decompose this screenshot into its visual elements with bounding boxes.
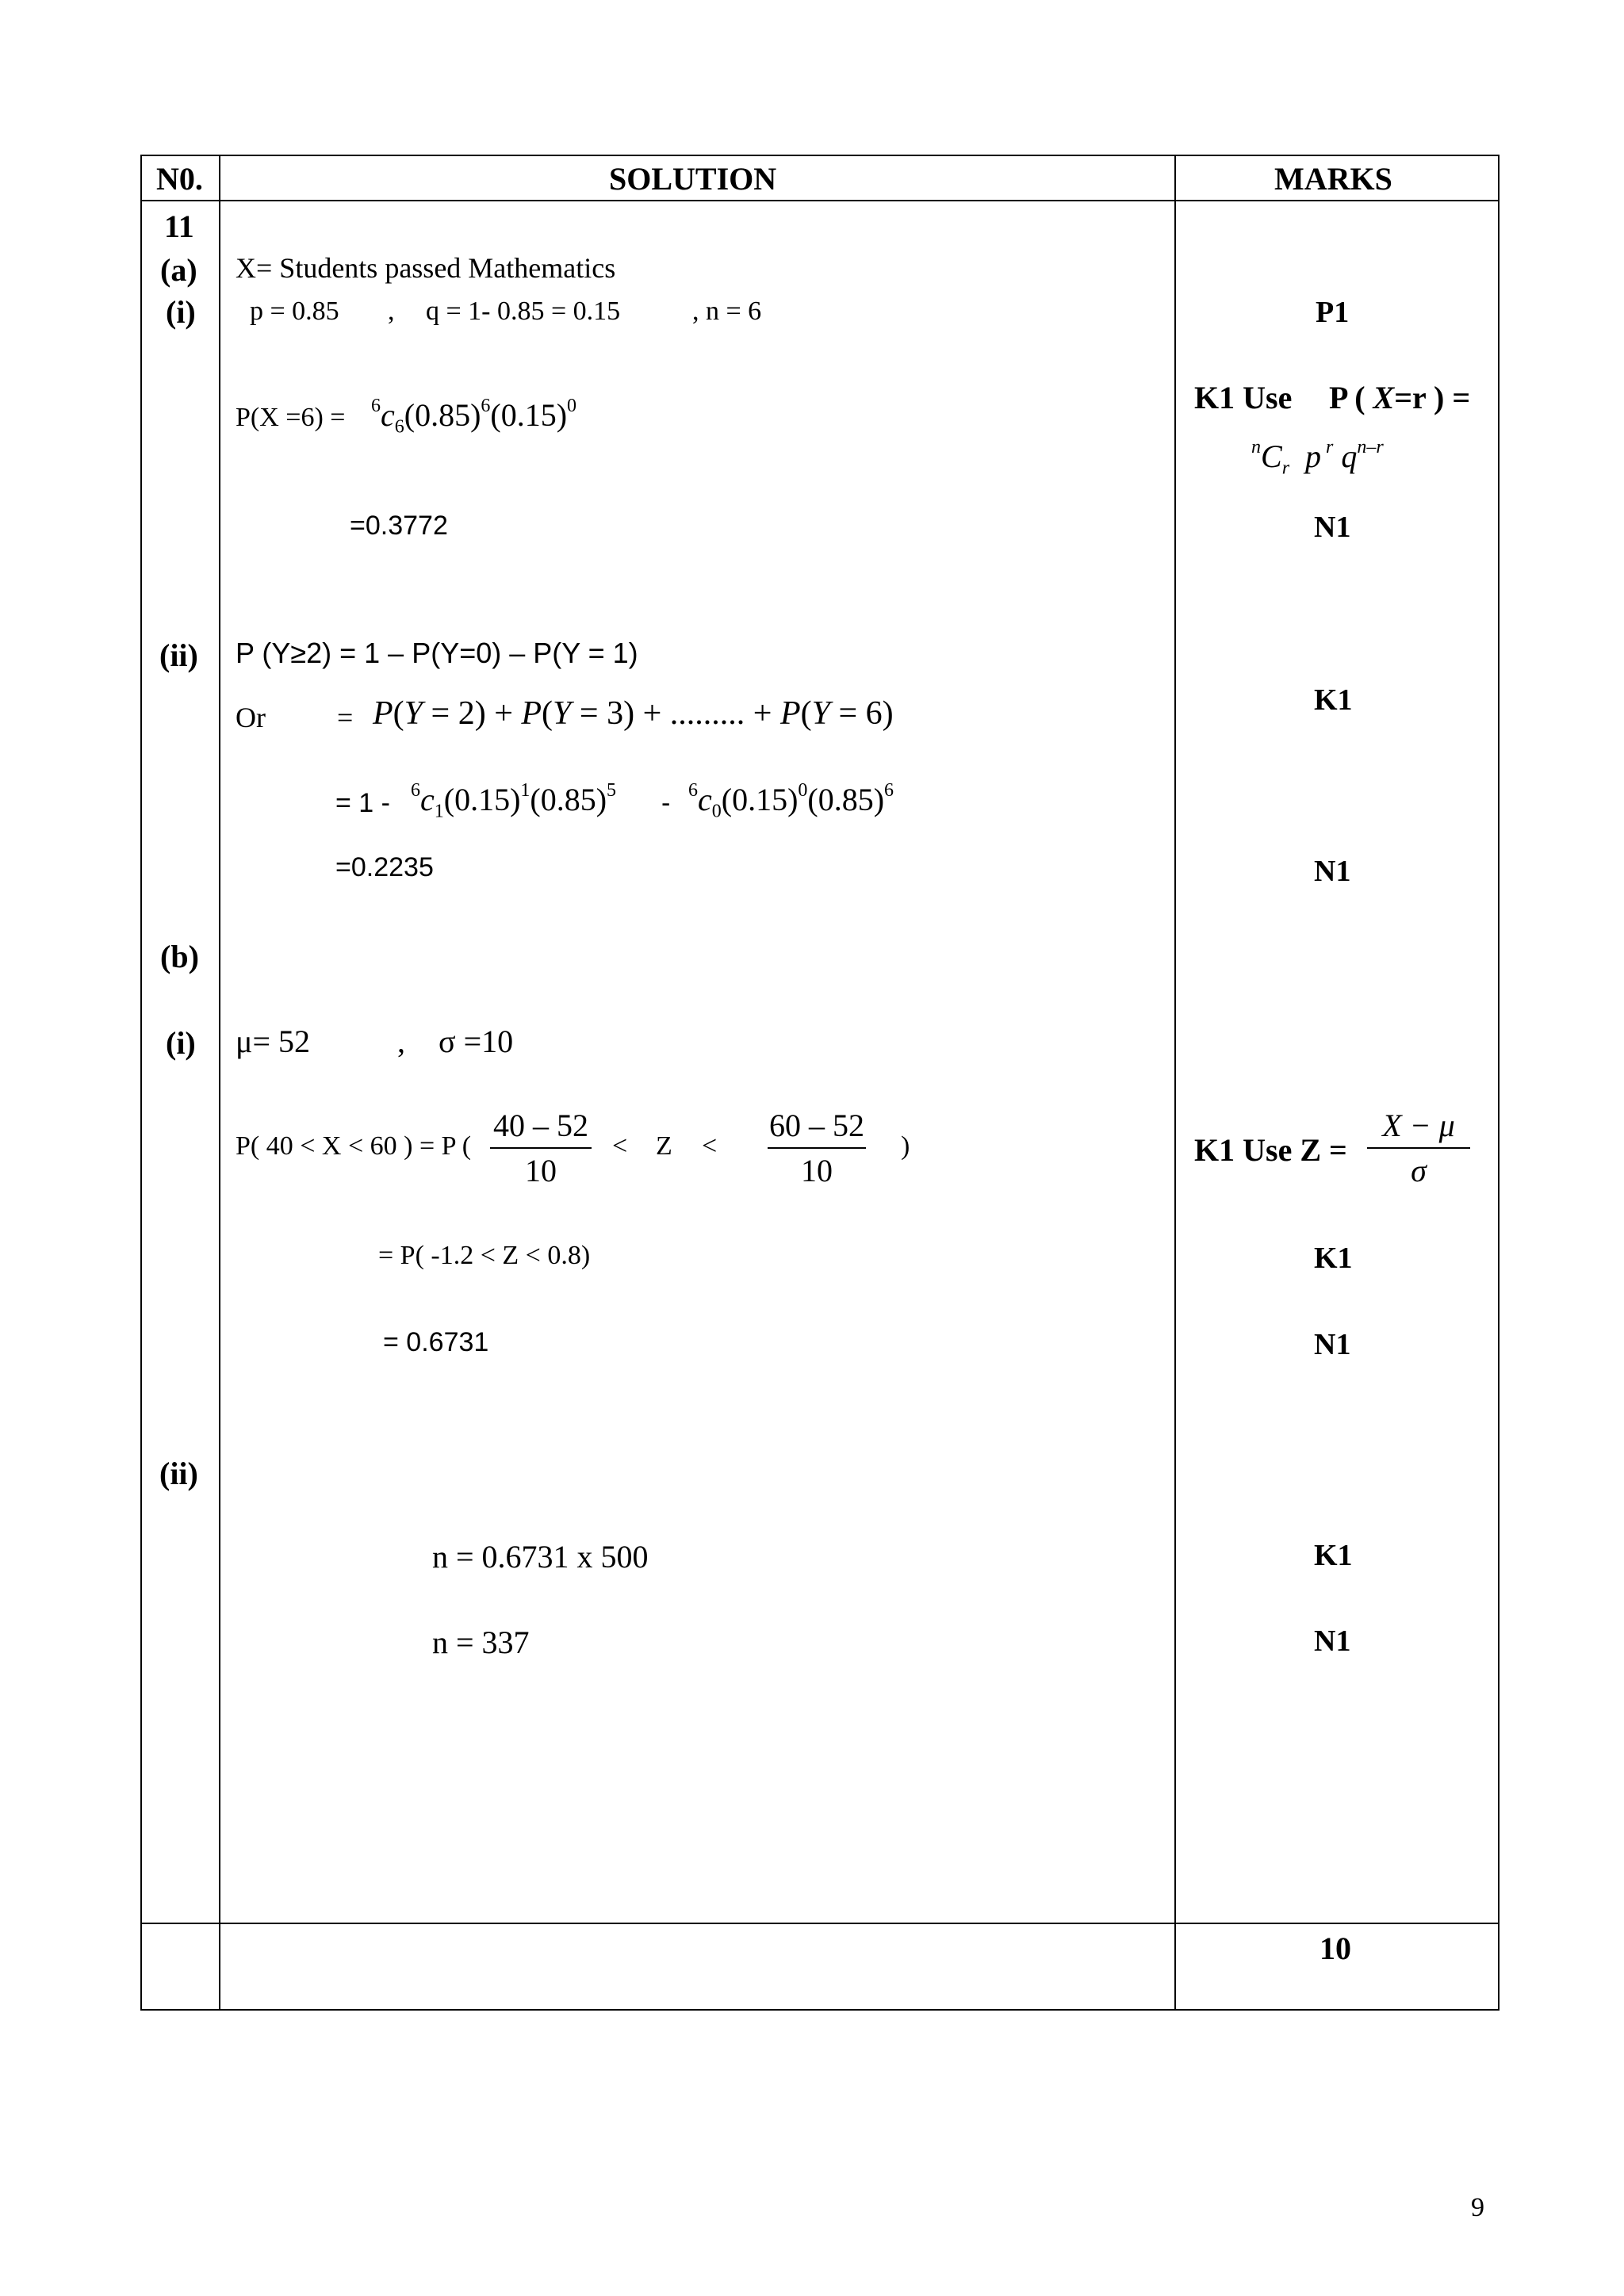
table-top-border: [140, 155, 1500, 156]
param-comma: ,: [388, 297, 395, 326]
table-left-border: [140, 155, 142, 2011]
table-bottom-border: [140, 2009, 1500, 2011]
label-part-a: (a): [160, 252, 197, 288]
total-marks: 10: [1320, 1931, 1351, 1966]
definition-x: X= Students passed Mathematics: [236, 252, 616, 284]
mark-k1-b-i: K1: [1314, 1242, 1353, 1275]
fraction-upper: [768, 1107, 866, 1189]
binomial-prob-lhs: P(X =6) =: [236, 403, 346, 432]
page-number: 9: [1471, 2193, 1484, 2222]
header-bottom-border: [140, 200, 1500, 201]
z-formula-fraction: X − μ σ: [1367, 1107, 1470, 1189]
minus-sign: -: [661, 788, 671, 818]
z-variable: Z: [656, 1131, 672, 1161]
mark-n1-b-i: N1: [1314, 1328, 1351, 1361]
binomial-formula: $^nC_r$ p $^r$ $q^{n-r}$: [1251, 437, 1384, 479]
term-y0: $^6c_0(0.15)^0(0.85)^6$: [688, 780, 894, 822]
fraction-lower: [490, 1107, 592, 1189]
col-divider-marks: [1174, 155, 1176, 2011]
lt-sign-2: <: [702, 1131, 718, 1161]
table-right-border: [1498, 155, 1500, 2011]
param-n: , n = 6: [692, 297, 762, 326]
label-part-b-ii: (ii): [159, 1456, 198, 1491]
label-part-b: (b): [160, 939, 199, 974]
fraction-upper-num: 60 – 52: [769, 1108, 864, 1143]
result-b-i: = 0.6731: [383, 1327, 489, 1357]
result-a-ii: =0.2235: [335, 852, 434, 882]
label-part-a-i: (i): [166, 294, 196, 330]
mean-sd-comma: ,: [397, 1024, 405, 1059]
binomial-expression: $^6c_6(0.85)^6(0.15)^0$: [371, 396, 577, 438]
header-no: N0.: [156, 161, 203, 197]
complement-lead: = 1 -: [335, 788, 390, 818]
param-q: q = 1- 0.85 = 0.15: [426, 297, 621, 326]
mark-n1-a-ii: N1: [1314, 855, 1351, 888]
label-part-a-ii: (ii): [159, 637, 198, 673]
mark-k1-use-binomial: K1 Use: [1194, 380, 1293, 415]
complement-statement: P (Y≥2) = 1 – P(Y=0) – P(Y = 1): [236, 637, 638, 669]
mark-n1-b-ii: N1: [1314, 1624, 1351, 1658]
mean-value: μ= 52: [236, 1024, 311, 1059]
param-p: p = 0.85: [250, 297, 339, 326]
mark-k1-use-z: K1 Use Z =: [1194, 1132, 1347, 1168]
fraction-lower-den: 10: [525, 1153, 557, 1188]
lt-sign-1: <: [612, 1131, 628, 1161]
header-marks: MARKS: [1274, 161, 1392, 197]
mark-k1-a-ii: K1: [1314, 683, 1353, 717]
expected-count-result: n = 337: [432, 1624, 530, 1660]
mark-n1-a-i: N1: [1314, 511, 1351, 544]
or-equals: =: [337, 702, 354, 733]
mark-k1-b-ii: K1: [1314, 1539, 1353, 1572]
label-part-b-i: (i): [166, 1025, 196, 1061]
fraction-upper-den: 10: [801, 1153, 833, 1188]
mark-binomial-formula-lhs: P ( X=r ) =: [1329, 380, 1471, 415]
close-paren: ): [901, 1131, 910, 1161]
header-solution: SOLUTION: [609, 161, 777, 197]
normal-prob-lhs: P( 40 < X < 60 ) = P (: [236, 1131, 472, 1161]
sum-expression: P(Y = 2) + P(Y = 3) + ......... + P(Y = 6): [373, 695, 894, 732]
question-number: 11: [164, 209, 194, 244]
term-y1: $^6c_1(0.15)^1(0.85)^5$: [411, 780, 617, 822]
total-row-top-border: [140, 1923, 1500, 1924]
expected-count-calc: n = 0.6731 x 500: [432, 1539, 649, 1575]
standardized-prob: = P( -1.2 < Z < 0.8): [378, 1241, 591, 1270]
col-divider-no: [219, 155, 220, 2011]
fraction-lower-num: 40 – 52: [493, 1108, 588, 1143]
mark-p1: P1: [1316, 296, 1350, 329]
result-a-i: =0.3772: [350, 511, 448, 541]
or-label: Or: [236, 702, 266, 733]
sd-value: σ =10: [439, 1024, 514, 1059]
